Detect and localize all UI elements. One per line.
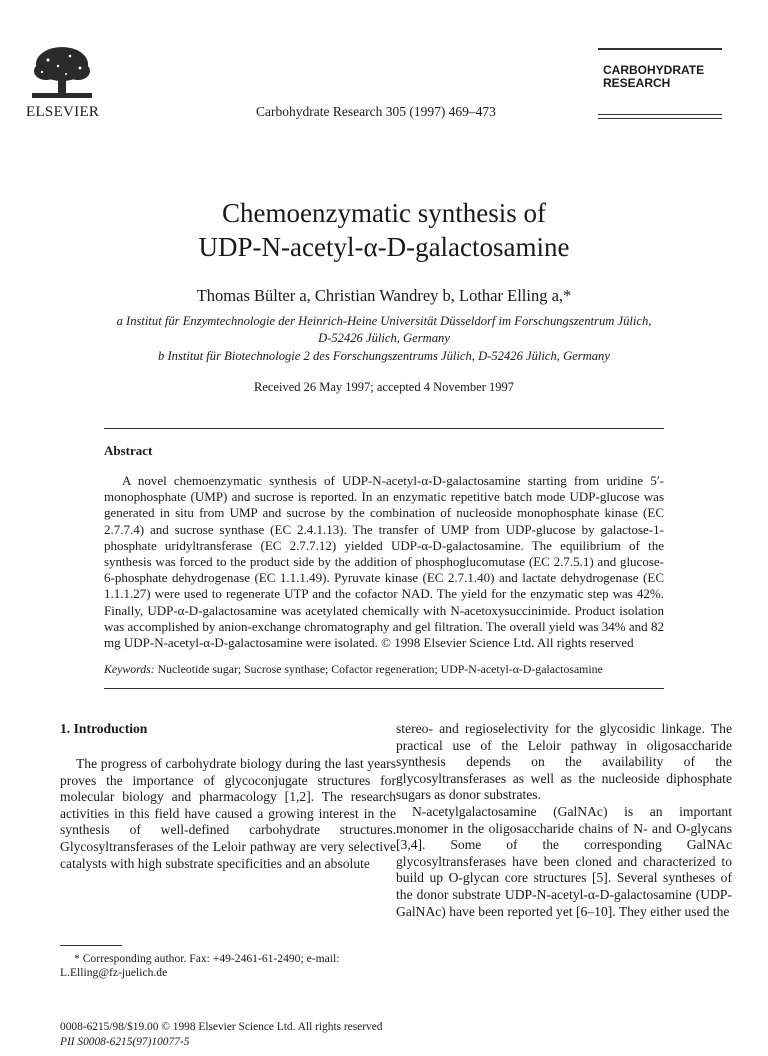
footnote-text: * Corresponding author. Fax: +49-2461-61-2490; e-mail: L.Elling@fz-juelich.de bbox=[60, 952, 340, 979]
header-rule-top bbox=[598, 48, 722, 50]
section-heading: 1. Introduction bbox=[60, 721, 148, 736]
copyright-block bbox=[60, 1020, 382, 1050]
footnote bbox=[60, 952, 396, 980]
journal-brand bbox=[603, 64, 704, 90]
footnote-rule bbox=[60, 945, 122, 946]
affiliation-a-line-2: D-52426 Jülich, Germany bbox=[318, 331, 450, 345]
left-column bbox=[60, 756, 396, 872]
right-column bbox=[396, 721, 732, 920]
abstract-rule-bottom bbox=[104, 688, 664, 689]
title-line-2: UDP-N-acetyl-α-D-galactosamine bbox=[198, 232, 570, 262]
right-paragraph-2: N-acetylgalactosamine (GalNAc) is an important monomer in the oligosaccharide chains of N- and O-glycans [3,4]. Some of the corresponding GalNAc glycosyltransferases have been cloned and characterized to build up O-glycan core structures [5]. Several syntheses of the donor substrate UDP-N-acetyl-α-D-galactosamine (UDP-GalNAc) have been reported yet [6–10]. They either used the bbox=[396, 803, 732, 919]
brand-line-1: CARBOHYDRATE bbox=[603, 63, 705, 77]
abstract-rule-top bbox=[104, 428, 664, 429]
keywords-label: Keywords: bbox=[104, 662, 155, 676]
paper-title bbox=[0, 196, 768, 264]
keywords-text: Nucleotide sugar; Sucrose synthase; Cofactor regeneration; UDP-N-acetyl-α-D-galactosamine bbox=[157, 662, 603, 676]
abstract-heading: Abstract bbox=[104, 443, 153, 458]
header-rule-bottom-2 bbox=[598, 118, 722, 119]
pii-line: PII S0008-6215(97)10077-5 bbox=[60, 1036, 190, 1048]
header-rule-bottom-1 bbox=[598, 114, 722, 115]
keywords bbox=[104, 662, 603, 677]
copyright-line: 0008-6215/98/$19.00 © 1998 Elsevier Science Ltd. All rights reserved bbox=[60, 1021, 383, 1033]
elsevier-tree-logo bbox=[28, 44, 96, 102]
brand-line-2: RESEARCH bbox=[603, 76, 671, 90]
left-paragraph: The progress of carbohydrate biology during the last years proves the importance of glycoconjugate structures for molecular biology and pharmacology [1,2]. The research activities in this field have caused a growing interest in the synthesis of well-defined carbohydrate structures. Glycosyltransferases of the Leloir pathway are very selective catalysts with high substrate specificities and an absolute bbox=[60, 756, 396, 871]
author-list: Thomas Bülter a, Christian Wandrey b, Lothar Elling a,* bbox=[196, 286, 572, 305]
received-dates: Received 26 May 1997; accepted 4 November 1997 bbox=[254, 380, 514, 394]
journal-reference: Carbohydrate Research 305 (1997) 469–473 bbox=[256, 104, 496, 119]
publisher-name: ELSEVIER bbox=[26, 104, 100, 120]
affiliation-a bbox=[60, 313, 708, 347]
affiliation-b: b Institut für Biotechnologie 2 des Forschungszentrums Jülich, D-52426 Jülich, Germany bbox=[158, 349, 610, 363]
affiliation-a-line-1: a Institut für Enzymtechnologie der Heinrich-Heine Universität Düsseldorf im Forschungszentrum Jülich, bbox=[116, 314, 652, 328]
right-paragraph-1: stereo- and regioselectivity for the glycosidic linkage. The practical use of the Leloir pathway in oligosaccharide synthesis depends on the availability of the glycosyltransferases as well as the nucleoside diphosphate sugars as donor substrates. bbox=[396, 721, 732, 803]
abstract-text: A novel chemoenzymatic synthesis of UDP-N-acetyl-α-D-galactosamine starting from uridine 5′-monophosphate (UMP) and sucrose is reported. In an enzymatic repetitive batch mode UDP-glucose was generated in situ from UMP and sucrose by the combination of nucleoside monophosphate kinase (EC 2.7.7.4) and sucrose synthase (EC 2.4.1.13). The transfer of UMP from UDP-glucose by galactose-1-phosphate uridyltransferase (EC 2.7.7.12) yielded UDP-α-D-galactosamine. The equilibrium of the synthesis was forced to the product side by the addition of phosphoglucomutase (EC 2.7.5.1) and glucose-6-phosphate dehydrogenase (EC 1.1.1.49). Pyruvate kinase (EC 2.7.1.40) and lactate dehydrogenase (EC 1.1.1.27) were used to regenerate UTP and the cofactor NAD. The yield for the enzymatic step was 42%. Finally, UDP-α-D-galactosamine was acetylated chemically with N-acetoxysuccinimide. Product isolation was accomplished by anion-exchange chromatography and gel filtration. The overall yield was 34% and 82 mg UDP-N-acetyl-α-D-galactosamine were isolated. © 1998 Elsevier Science Ltd. All rights reserved bbox=[104, 473, 664, 651]
title-line-1: Chemoenzymatic synthesis of bbox=[222, 198, 546, 228]
